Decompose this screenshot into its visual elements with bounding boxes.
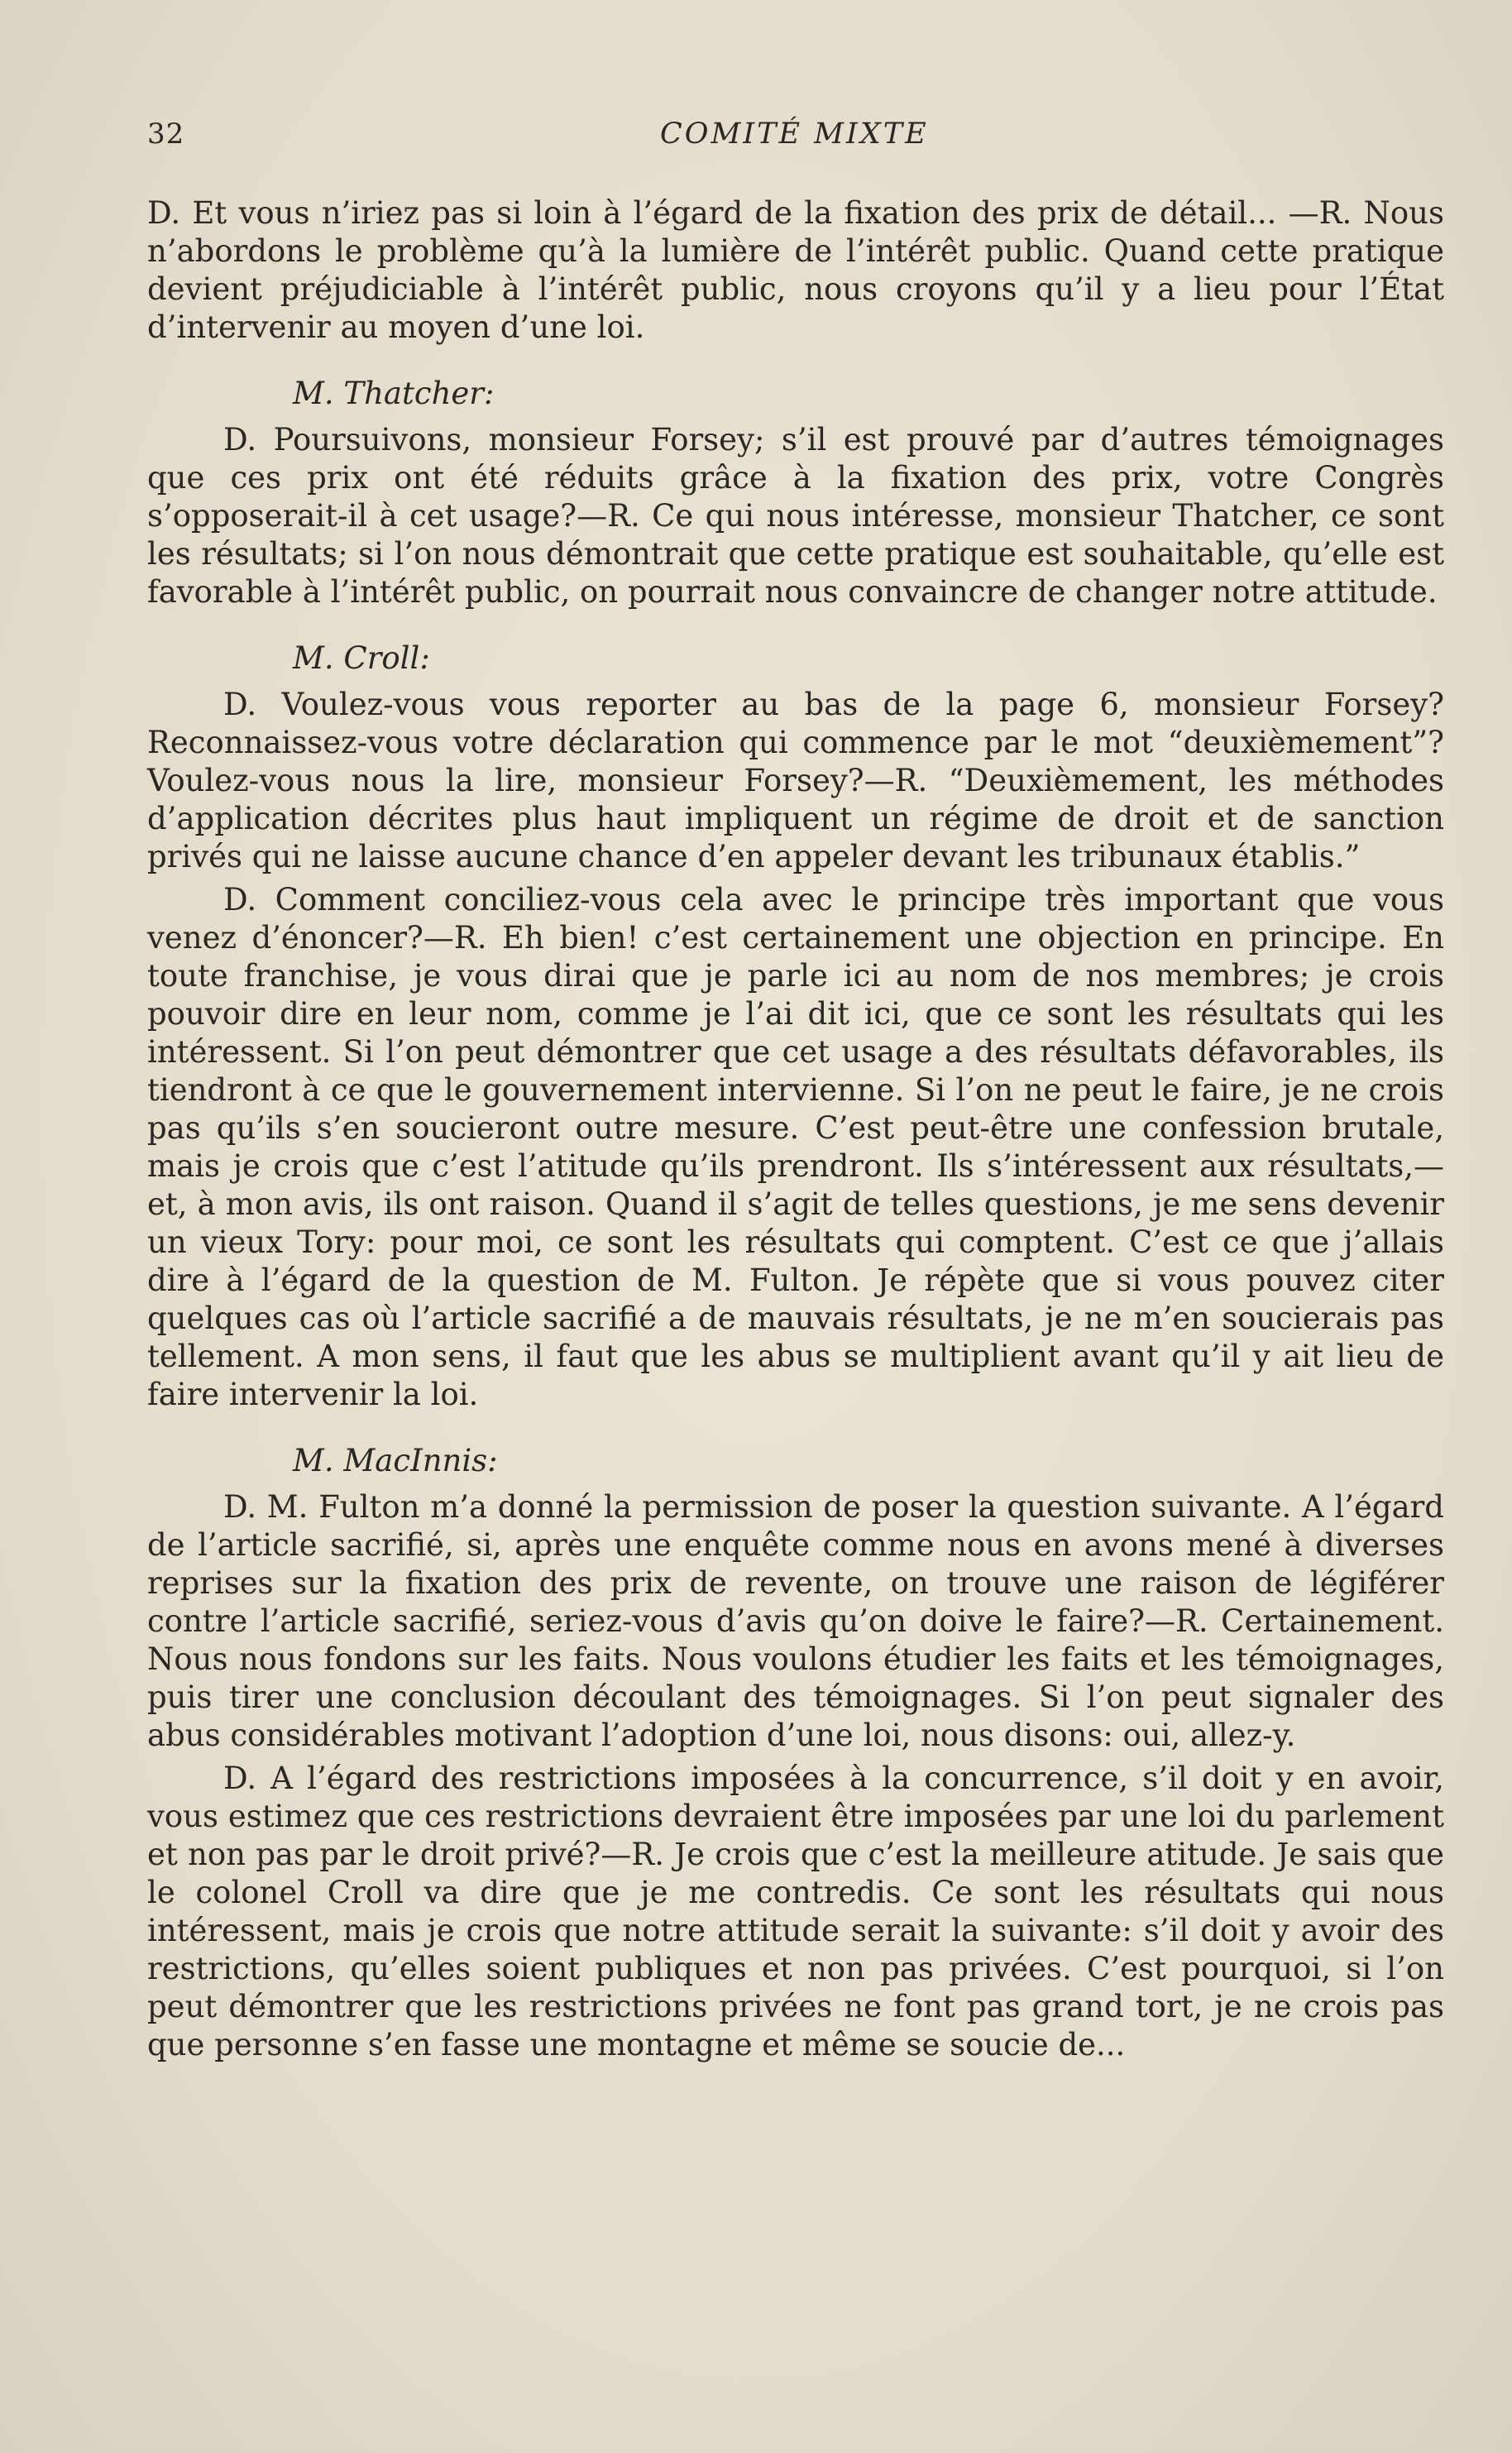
paragraph: D. Voulez-vous vous reporter au bas de la page 6, monsieur Forsey? Reconnaissez-vous votre déclaration qui commence par le mot “deuxièmement”? Voulez-vous nous la lire, monsieur Forsey?—R. “Deuxièmement, les méthodes d’application décrites plus haut impliquent un régime de droit et de sanction privés qui ne laisse aucune chance d’en appeler devant les tribunaux établis.” <box>147 687 1444 874</box>
speaker-heading: M. Croll: <box>293 640 430 676</box>
paragraph: D. Poursuivons, monsieur Forsey; s’il est prouvé par d’autres témoignages que ces prix ont été réduits grâce à la fixation des prix, votre Congrès s’opposerait-il à cet usage?—R. Ce qui nous intéresse, monsieur Thatcher, ce sont les résultats; si l’on nous démontrait que cette pratique est souhaitable, qu’elle est favorable à l’intérêt public, on pourrait nous convaincre de changer notre attitude. <box>147 422 1444 610</box>
page-header <box>147 117 1446 159</box>
running-title: COMITÉ MIXTE <box>660 117 929 151</box>
page-number: 32 <box>147 117 185 151</box>
paragraph: D. A l’égard des restrictions imposées à la concurrence, s’il doit y en avoir, vous estimez que ces restrictions devraient être imposées par une loi du parlement et non pas par le droit privé?—R. Je crois que c’est la meilleure atitude. Je sais que le colonel Croll va dire que je me contredis. Ce sont les résultats qui nous intéressent, mais je crois que notre attitude serait la suivante: s’il doit y avoir des restrictions, qu’elles soient publiques et non pas privées. C’est pourquoi, si l’on peut démontrer que les restrictions privées ne font pas grand tort, je ne crois pas que personne s’en fasse une montagne et même se soucie de... <box>147 1761 1444 2063</box>
speaker-heading: M. Thatcher: <box>293 376 495 411</box>
paragraph: D. M. Fulton m’a donné la permission de poser la question suivante. A l’égard de l’article sacrifié, si, après une enquête comme nous en avons mené à diverses reprises sur la fixation des prix de revente, on trouve une raison de légiférer contre l’article sacrifié, seriez-vous d’avis qu’on doive le faire?—R. Certainement. Nous nous fondons sur les faits. Nous voulons étudier les faits et les témoignages, puis tirer une conclusion découlant des témoignages. Si l’on peut signaler des abus considérables motivant l’adoption d’une loi, nous disons: oui, allez-y. <box>147 1489 1444 1753</box>
paragraph: D. Et vous n’iriez pas si loin à l’égard de la fixation des prix de détail... —R. Nous n’abordons le problème qu’à la lumière de l’intérêt public. Quand cette pratique devient préjudiciable à l’intérêt public, nous croyons qu’il y a lieu pour l’État d’intervenir au moyen d’une loi. <box>147 195 1444 345</box>
speaker-heading: M. MacInnis: <box>293 1443 498 1478</box>
paragraph: D. Comment conciliez-vous cela avec le principe très important que vous venez d’énoncer?—R. Eh bien! c’est certainement une objection en principe. En toute franchise, je vous dirai que je parle ici au nom de nos membres; je crois pouvoir dire en leur nom, comme je l’ai dit ici, que ce sont les résultats qui les intéressent. Si l’on peut démontrer que cet usage a des résultats défavorables, ils tiendront à ce que le gouvernement intervienne. Si l’on ne peut le faire, je ne crois pas qu’ils s’en soucieront outre mesure. C’est peut-être une confession brutale, mais je crois que c’est l’atitude qu’ils prendront. Ils s’intéressent aux résultats,—et, à mon avis, ils ont raison. Quand il s’agit de telles questions, je me sens devenir un vieux Tory: pour moi, ce sont les résultats qui comptent. C’est ce que j’allais dire à l’égard de la question de M. Fulton. Je répète que si vous pouvez citer quelques cas où l’article sacrifié a de mauvais résultats, je ne m’en soucierais pas tellement. A mon sens, il faut que les abus se multiplient avant qu’il y ait lieu de faire intervenir la loi. <box>147 882 1444 1412</box>
document-body <box>147 194 1444 2064</box>
